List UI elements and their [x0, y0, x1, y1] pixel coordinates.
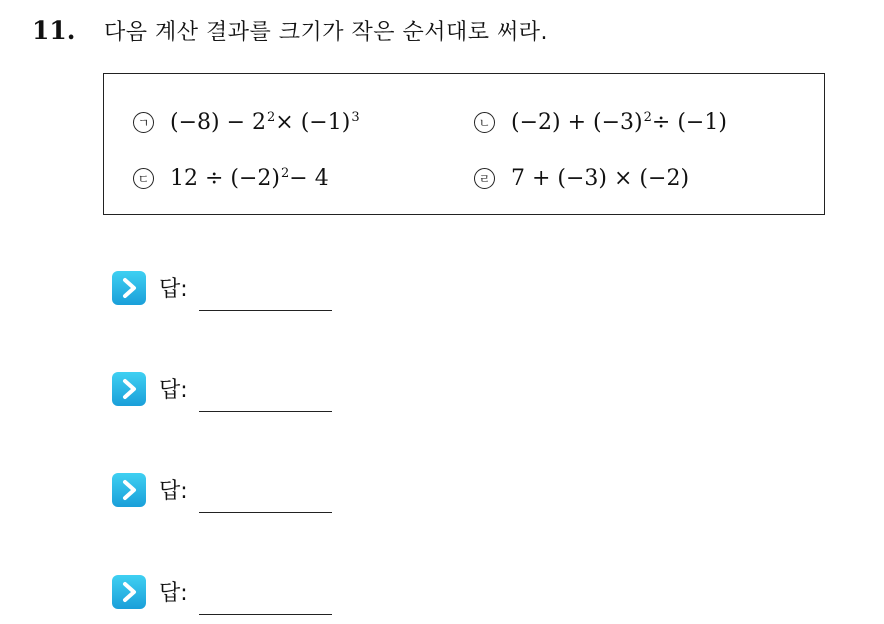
chevron-right-icon	[111, 371, 147, 407]
choice-3	[133, 166, 329, 191]
chevron-right-icon	[111, 574, 147, 610]
question-text: 다음 계산 결과를 크기가 작은 순서대로 써라.	[104, 19, 548, 45]
question-header	[32, 12, 548, 48]
answer-row-4	[111, 574, 332, 624]
choice-marker-4: ㄹ	[474, 168, 495, 189]
chevron-right-icon	[111, 472, 147, 508]
expr-part: 7 + (−3) × (−2)	[511, 166, 690, 191]
choice-expression-3	[170, 166, 329, 191]
answer-label: 답:	[159, 581, 188, 606]
expr-exponent: 3	[351, 110, 360, 125]
expr-exponent: 2	[643, 110, 652, 125]
answer-row-1	[111, 270, 332, 320]
answer-label: 답:	[159, 479, 188, 504]
choice-marker-3: ㄷ	[133, 168, 154, 189]
choice-4	[474, 166, 689, 191]
answer-blank-4[interactable]	[199, 578, 332, 615]
answer-row-3	[111, 472, 332, 522]
choice-marker-1: ㄱ	[133, 112, 154, 133]
choices-box	[103, 73, 825, 215]
choice-2	[474, 110, 727, 135]
expr-exponent: 2	[267, 110, 276, 125]
expr-part: (−8) − 2	[170, 110, 267, 135]
answer-blank-3[interactable]	[199, 476, 332, 513]
expr-exponent: 2	[281, 166, 290, 181]
choice-marker-2: ㄴ	[474, 112, 495, 133]
answer-label: 답:	[159, 378, 188, 403]
expr-part: × (−1)	[275, 110, 351, 135]
choice-expression-2	[511, 110, 727, 135]
answer-label: 답:	[159, 277, 188, 302]
answer-blank-2[interactable]	[199, 375, 332, 412]
choice-expression-4	[511, 166, 689, 191]
answer-row-2	[111, 371, 332, 421]
expr-part: 12 ÷ (−2)	[170, 166, 281, 191]
choice-1	[133, 110, 360, 135]
expr-part: ÷ (−1)	[651, 110, 727, 135]
expr-part: − 4	[289, 166, 329, 191]
chevron-right-icon	[111, 270, 147, 306]
choice-expression-1	[170, 110, 360, 135]
answer-blank-1[interactable]	[199, 274, 332, 311]
expr-part: (−2) + (−3)	[511, 110, 643, 135]
question-number: 11.	[32, 15, 76, 45]
